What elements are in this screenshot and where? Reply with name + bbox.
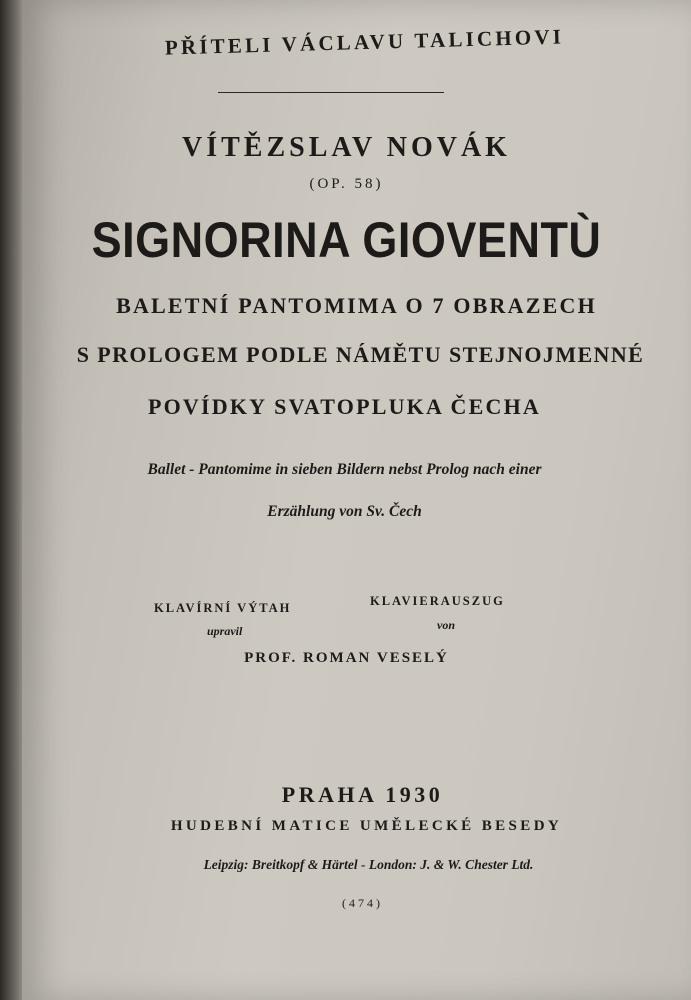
arrangement-label-czech: KLAVÍRNÍ VÝTAH <box>154 601 292 615</box>
arranged-by-german: von <box>437 618 455 632</box>
title-page <box>22 0 691 1000</box>
divider-rule <box>218 92 444 93</box>
arranged-by-czech: upravil <box>207 624 243 638</box>
arrangement-label-german: KLAVIERAUSZUG <box>370 594 505 608</box>
place-and-year: PRAHA 1930 <box>281 782 444 807</box>
subtitle-line-3: POVÍDKY SVATOPLUKA ČECHA <box>147 394 542 419</box>
distributors: Leipzig: Breitkopf & Härtel - London: J. & W. Chester Ltd. <box>203 857 534 872</box>
catalog-number: (474) <box>342 896 383 910</box>
publisher-name: HUDEBNÍ MATICE UMĚLECKÉ BESEDY <box>170 818 563 834</box>
subtitle-line-2: S PROLOGEM PODLE NÁMĚTU STEJNOJMENNÉ <box>76 342 645 367</box>
subtitle-line-1: BALETNÍ PANTOMIMA O 7 OBRAZECH <box>116 293 597 318</box>
arranger-name: PROF. ROMAN VESELÝ <box>244 650 449 666</box>
work-title: SIGNORINA GIOVENTÙ <box>91 210 602 268</box>
opus-number: (OP. 58) <box>309 176 384 192</box>
german-subtitle-line-2: Erzählung von Sv. Čech <box>267 503 422 520</box>
dedication: PŘÍTELI VÁCLAVU TALICHOVI <box>164 24 565 60</box>
composer-name: VÍTĚZSLAV NOVÁK <box>182 132 511 163</box>
german-subtitle-line-1: Ballet - Pantomime in sieben Bildern nebst Prolog nach einer <box>147 461 542 478</box>
